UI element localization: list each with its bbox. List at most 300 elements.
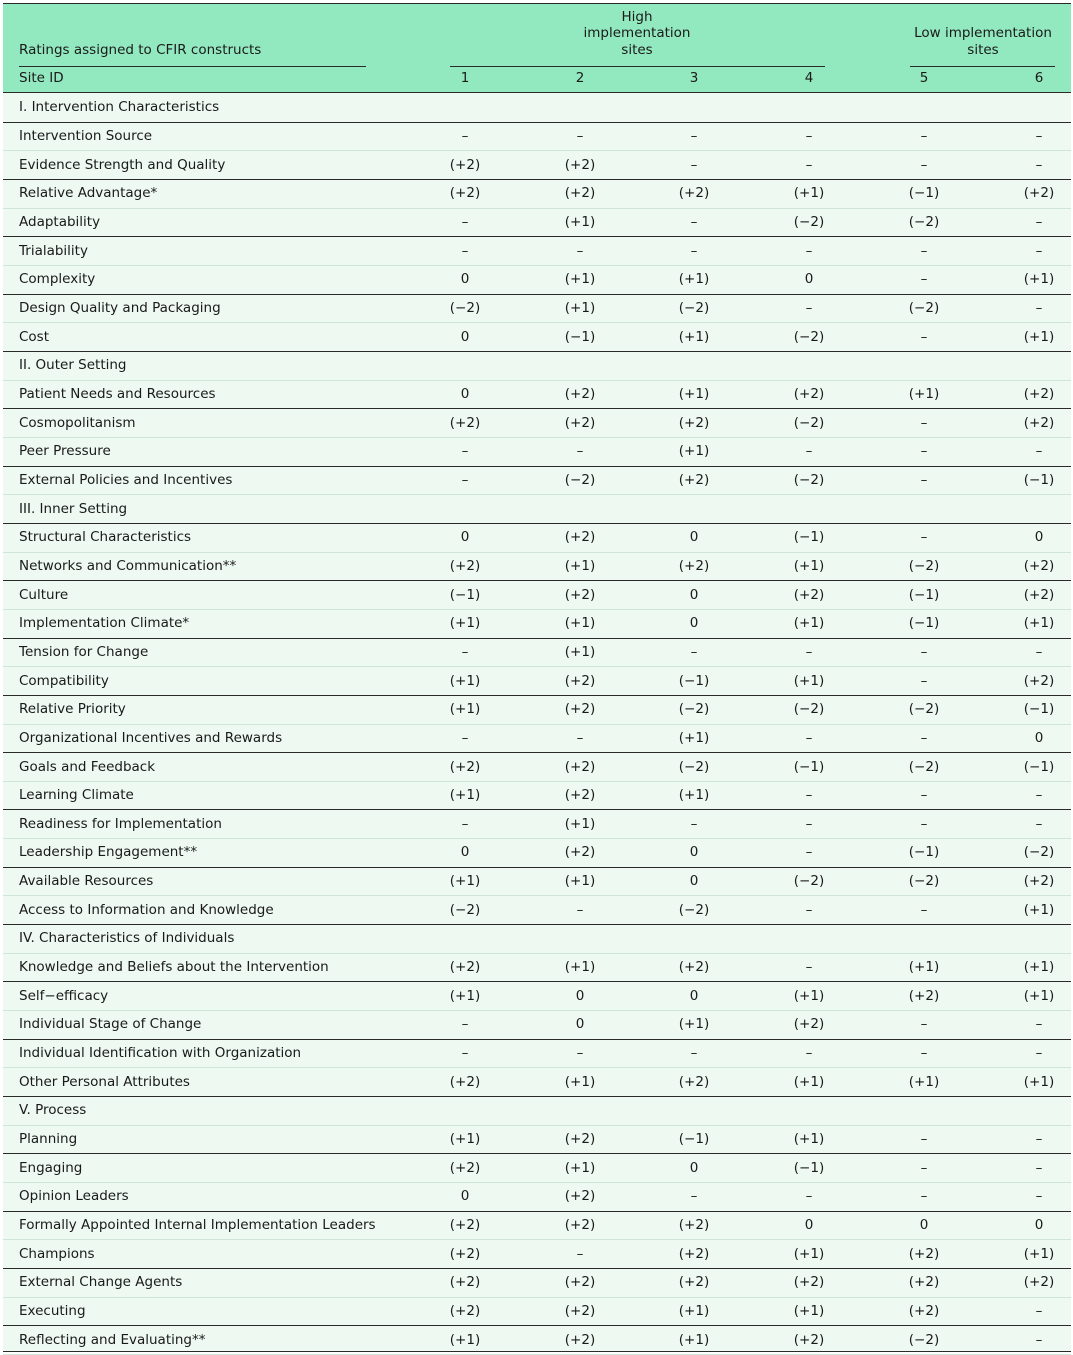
- rating-site-4: (+1): [793, 1131, 825, 1148]
- rating-site-5: (+2): [908, 1274, 940, 1291]
- rating-site-5: –: [920, 271, 928, 288]
- construct-label: Complexity: [19, 271, 96, 288]
- table-row: [3, 294, 1071, 324]
- rating-site-3: (−1): [678, 1131, 710, 1148]
- table-row: [3, 437, 1071, 467]
- site-id-1: 1: [460, 70, 470, 86]
- rating-site-6: –: [1035, 787, 1043, 804]
- rating-site-3: –: [690, 815, 698, 832]
- rating-site-2: (+1): [564, 873, 596, 890]
- rating-site-2: (+2): [564, 1303, 596, 1320]
- table-row: [3, 724, 1071, 754]
- rating-site-1: (+1): [449, 987, 481, 1004]
- rating-site-5: (+2): [908, 987, 940, 1004]
- rating-site-1: (+2): [449, 185, 481, 202]
- rating-site-2: (−2): [564, 471, 596, 488]
- construct-label: Relative Priority: [19, 701, 126, 718]
- rating-site-1: (+1): [449, 787, 481, 804]
- rating-site-4: (−2): [793, 471, 825, 488]
- rating-site-2: (+2): [564, 414, 596, 431]
- table-row: [3, 122, 1071, 152]
- rating-site-3: (+1): [678, 787, 710, 804]
- site-id-4: 4: [804, 70, 814, 86]
- rating-site-4: (+1): [793, 672, 825, 689]
- rating-site-3: 0: [689, 615, 699, 632]
- rating-site-3: (+1): [678, 1303, 710, 1320]
- rating-site-2: (+1): [564, 815, 596, 832]
- rating-site-5: (−1): [908, 586, 940, 603]
- rating-site-6: (+1): [1023, 1073, 1055, 1090]
- rating-site-4: (−2): [793, 213, 825, 230]
- rating-site-6: (+2): [1023, 414, 1055, 431]
- table-row: [3, 638, 1071, 668]
- section-heading: V. Process: [19, 1102, 87, 1119]
- rating-site-4: (+2): [793, 1274, 825, 1291]
- rating-site-5: –: [920, 901, 928, 918]
- rating-site-1: (−2): [449, 299, 481, 316]
- construct-label: Organizational Incentives and Rewards: [19, 729, 283, 746]
- rating-site-4: –: [805, 959, 813, 976]
- rating-site-5: –: [920, 1131, 928, 1148]
- rating-site-1: (+2): [449, 1217, 481, 1234]
- construct-label: Individual Stage of Change: [19, 1016, 202, 1033]
- table-row: [3, 1010, 1071, 1040]
- table-row: [3, 838, 1071, 868]
- rating-site-5: (−2): [908, 758, 940, 775]
- table-row: [3, 666, 1071, 696]
- rating-site-6: (+2): [1023, 1274, 1055, 1291]
- rating-site-5: (−2): [908, 873, 940, 890]
- table-row: [3, 1325, 1071, 1355]
- rating-site-3: 0: [689, 1159, 699, 1176]
- rating-site-3: (+1): [678, 385, 710, 402]
- rating-site-6: (+2): [1023, 873, 1055, 890]
- rating-site-6: –: [1035, 213, 1043, 230]
- rating-site-6: (+1): [1023, 901, 1055, 918]
- construct-label: Cosmopolitanism: [19, 414, 136, 431]
- rating-site-1: (+2): [449, 758, 481, 775]
- rating-site-3: (−1): [678, 672, 710, 689]
- rating-site-1: (+1): [449, 701, 481, 718]
- rating-site-5: –: [920, 328, 928, 345]
- rating-site-4: (+2): [793, 586, 825, 603]
- rating-site-2: –: [576, 242, 584, 259]
- rating-site-1: (+1): [449, 873, 481, 890]
- rating-site-1: –: [461, 127, 469, 144]
- rating-site-5: (−2): [908, 213, 940, 230]
- rating-site-1: 0: [460, 328, 470, 345]
- rating-site-2: (+2): [564, 672, 596, 689]
- rating-site-4: (−2): [793, 873, 825, 890]
- rating-site-5: (+1): [908, 959, 940, 976]
- construct-label: Individual Identification with Organization: [19, 1045, 302, 1062]
- rating-site-1: (+2): [449, 959, 481, 976]
- rating-site-3: 0: [689, 987, 699, 1004]
- construct-label: Other Personal Attributes: [19, 1073, 190, 1090]
- rating-site-3: (−2): [678, 758, 710, 775]
- rating-site-5: –: [920, 414, 928, 431]
- rating-site-4: (+1): [793, 1245, 825, 1262]
- rating-site-4: –: [805, 1045, 813, 1062]
- rating-site-3: (+1): [678, 271, 710, 288]
- rating-site-6: –: [1035, 1331, 1043, 1348]
- construct-label: Compatibility: [19, 672, 109, 689]
- rating-site-6: –: [1035, 1188, 1043, 1205]
- rating-site-5: 0: [919, 1217, 929, 1234]
- rating-site-2: (+1): [564, 271, 596, 288]
- table-row: [3, 1039, 1071, 1069]
- table-header: [3, 4, 1071, 93]
- rating-site-3: –: [690, 213, 698, 230]
- table-row: [3, 1125, 1071, 1155]
- rating-site-5: –: [920, 729, 928, 746]
- rating-site-1: (+1): [449, 672, 481, 689]
- rating-site-3: (+2): [678, 185, 710, 202]
- high-group-line-3: sites: [621, 42, 653, 58]
- rating-site-2: (+2): [564, 844, 596, 861]
- rating-site-4: (−1): [793, 529, 825, 546]
- rating-site-1: –: [461, 815, 469, 832]
- rating-site-3: (+1): [678, 1331, 710, 1348]
- rating-site-5: (−1): [908, 844, 940, 861]
- section-heading: III. Inner Setting: [19, 500, 128, 517]
- construct-label: Available Resources: [19, 873, 154, 890]
- rating-site-5: –: [920, 1016, 928, 1033]
- rating-site-2: (+1): [564, 959, 596, 976]
- section-row: [3, 924, 1071, 954]
- rating-site-4: –: [805, 299, 813, 316]
- rating-site-3: (−2): [678, 701, 710, 718]
- construct-label: Learning Climate: [19, 787, 134, 804]
- section-row: [3, 93, 1071, 123]
- rating-site-5: (+2): [908, 1245, 940, 1262]
- construct-label: Engaging: [19, 1159, 83, 1176]
- rating-site-2: (+2): [564, 1274, 596, 1291]
- rating-site-5: –: [920, 1045, 928, 1062]
- rating-site-5: –: [920, 242, 928, 259]
- rating-site-2: (+2): [564, 1331, 596, 1348]
- rating-site-1: –: [461, 729, 469, 746]
- rating-site-3: (+1): [678, 729, 710, 746]
- rating-site-5: –: [920, 1188, 928, 1205]
- rating-site-3: 0: [689, 873, 699, 890]
- rating-site-4: –: [805, 1188, 813, 1205]
- low-group-line-2: sites: [967, 42, 999, 58]
- rating-site-6: –: [1035, 242, 1043, 259]
- construct-label: Leadership Engagement**: [19, 844, 198, 861]
- table-row: [3, 236, 1071, 266]
- rating-site-2: –: [576, 1245, 584, 1262]
- rating-site-4: (−2): [793, 414, 825, 431]
- rating-site-1: (+2): [449, 1073, 481, 1090]
- rating-site-2: (+1): [564, 557, 596, 574]
- rating-site-6: –: [1035, 1159, 1043, 1176]
- table-row: [3, 981, 1071, 1011]
- construct-label: Knowledge and Beliefs about the Intervention: [19, 959, 329, 976]
- rating-site-6: 0: [1034, 729, 1044, 746]
- rating-site-5: –: [920, 529, 928, 546]
- rating-site-6: –: [1035, 1131, 1043, 1148]
- table-row: [3, 580, 1071, 610]
- rating-site-1: –: [461, 643, 469, 660]
- rating-site-3: (+2): [678, 414, 710, 431]
- rating-site-5: (−2): [908, 1331, 940, 1348]
- rating-site-2: (+1): [564, 615, 596, 632]
- rating-site-6: 0: [1034, 1217, 1044, 1234]
- rating-site-5: –: [920, 127, 928, 144]
- construct-label: Networks and Communication**: [19, 557, 237, 574]
- rating-site-6: (+2): [1023, 586, 1055, 603]
- rating-site-3: (−2): [678, 901, 710, 918]
- rating-site-3: –: [690, 156, 698, 173]
- rating-site-2: (+2): [564, 701, 596, 718]
- construct-label: Trialability: [19, 242, 88, 259]
- rating-site-5: (+1): [908, 385, 940, 402]
- low-group-underline: [910, 66, 1055, 67]
- rating-site-6: (−2): [1023, 844, 1055, 861]
- rating-site-1: (+1): [449, 615, 481, 632]
- table-row: [3, 752, 1071, 782]
- rating-site-5: (+1): [908, 1073, 940, 1090]
- rating-site-2: –: [576, 901, 584, 918]
- construct-label: Access to Information and Knowledge: [19, 901, 274, 918]
- rating-site-3: (+1): [678, 443, 710, 460]
- rating-site-3: (+2): [678, 1217, 710, 1234]
- rating-site-6: (+1): [1023, 615, 1055, 632]
- rating-site-5: (−1): [908, 185, 940, 202]
- construct-label: Formally Appointed Internal Implementation Leaders: [19, 1217, 376, 1234]
- table-row: [3, 408, 1071, 438]
- rating-site-5: (+2): [908, 1303, 940, 1320]
- site-id-5: 5: [919, 70, 929, 86]
- rating-site-6: (+2): [1023, 385, 1055, 402]
- rating-site-1: (+2): [449, 414, 481, 431]
- rating-site-6: –: [1035, 127, 1043, 144]
- rating-site-2: 0: [575, 1016, 585, 1033]
- table-row: [3, 380, 1071, 410]
- rating-site-5: (−2): [908, 701, 940, 718]
- rating-site-2: (+1): [564, 213, 596, 230]
- rating-site-2: (+2): [564, 758, 596, 775]
- rating-site-3: (+2): [678, 959, 710, 976]
- rating-site-3: (+2): [678, 1274, 710, 1291]
- rating-site-2: –: [576, 729, 584, 746]
- high-group-line-1: High: [621, 9, 653, 25]
- rating-site-2: –: [576, 127, 584, 144]
- rating-site-2: –: [576, 1045, 584, 1062]
- site-id-label: Site ID: [19, 70, 64, 86]
- construct-label: Peer Pressure: [19, 443, 111, 460]
- rating-site-3: –: [690, 1045, 698, 1062]
- rating-site-3: (+2): [678, 1073, 710, 1090]
- high-group-underline: [450, 66, 825, 67]
- rating-site-4: (−1): [793, 758, 825, 775]
- rating-site-1: (+2): [449, 1245, 481, 1262]
- rating-site-1: –: [461, 1045, 469, 1062]
- rating-site-5: (−2): [908, 557, 940, 574]
- rating-site-4: (−2): [793, 328, 825, 345]
- table-row: [3, 322, 1071, 352]
- construct-label: Intervention Source: [19, 127, 153, 144]
- rating-site-2: (+2): [564, 385, 596, 402]
- rating-site-2: –: [576, 443, 584, 460]
- construct-label: Planning: [19, 1131, 78, 1148]
- rating-site-1: (+2): [449, 156, 481, 173]
- rating-site-3: (+2): [678, 1245, 710, 1262]
- rating-site-2: (+2): [564, 586, 596, 603]
- rating-site-6: (+2): [1023, 557, 1055, 574]
- rating-site-3: –: [690, 643, 698, 660]
- rating-site-4: –: [805, 815, 813, 832]
- rating-site-6: –: [1035, 156, 1043, 173]
- rating-site-6: –: [1035, 1303, 1043, 1320]
- rating-site-2: (+1): [564, 299, 596, 316]
- rating-site-5: –: [920, 672, 928, 689]
- rating-site-1: (−1): [449, 586, 481, 603]
- section-row: [3, 494, 1071, 524]
- rating-site-1: (+2): [449, 1303, 481, 1320]
- rating-site-4: (−2): [793, 701, 825, 718]
- rating-site-2: (+2): [564, 1131, 596, 1148]
- rating-site-1: 0: [460, 844, 470, 861]
- construct-label: Relative Advantage*: [19, 185, 158, 202]
- section-row: [3, 351, 1071, 381]
- section-heading: IV. Characteristics of Individuals: [19, 930, 235, 947]
- rating-site-5: (−2): [908, 299, 940, 316]
- construct-label: Reflecting and Evaluating**: [19, 1331, 206, 1348]
- ratings-label: Ratings assigned to CFIR constructs: [19, 42, 262, 58]
- rating-site-3: (+1): [678, 1016, 710, 1033]
- rating-site-4: (+1): [793, 1303, 825, 1320]
- construct-label: External Policies and Incentives: [19, 471, 233, 488]
- table-row: [3, 552, 1071, 582]
- rating-site-6: –: [1035, 443, 1043, 460]
- rating-site-1: (+2): [449, 557, 481, 574]
- site-id-2: 2: [575, 70, 585, 86]
- rating-site-1: –: [461, 471, 469, 488]
- rating-site-5: –: [920, 443, 928, 460]
- rating-site-4: 0: [804, 271, 814, 288]
- rating-site-5: –: [920, 156, 928, 173]
- construct-label: Goals and Feedback: [19, 758, 156, 775]
- rating-site-6: (+2): [1023, 185, 1055, 202]
- construct-label: Evidence Strength and Quality: [19, 156, 226, 173]
- construct-label: Champions: [19, 1245, 95, 1262]
- construct-label: Opinion Leaders: [19, 1188, 129, 1205]
- rating-site-2: (+2): [564, 156, 596, 173]
- rating-site-6: (+1): [1023, 987, 1055, 1004]
- rating-site-2: (+1): [564, 1159, 596, 1176]
- rating-site-4: –: [805, 242, 813, 259]
- rating-site-6: (−1): [1023, 471, 1055, 488]
- construct-label: Executing: [19, 1303, 86, 1320]
- rating-site-1: 0: [460, 385, 470, 402]
- table-row: [3, 1153, 1071, 1183]
- table-row: [3, 1297, 1071, 1327]
- rating-site-6: –: [1035, 1045, 1043, 1062]
- rating-site-4: –: [805, 443, 813, 460]
- low-group-line-1: Low implementation: [914, 25, 1052, 41]
- rating-site-4: –: [805, 787, 813, 804]
- construct-label: Implementation Climate*: [19, 615, 190, 632]
- rating-site-6: (+1): [1023, 959, 1055, 976]
- rating-site-3: 0: [689, 844, 699, 861]
- construct-label: Adaptability: [19, 213, 101, 230]
- rating-site-2: (+1): [564, 1073, 596, 1090]
- rating-site-2: (+2): [564, 1217, 596, 1234]
- rating-site-1: (−2): [449, 901, 481, 918]
- rating-site-1: (+1): [449, 1131, 481, 1148]
- construct-label: Cost: [19, 328, 50, 345]
- rating-site-1: (+2): [449, 1159, 481, 1176]
- rating-site-4: (+1): [793, 987, 825, 1004]
- rating-site-2: (+2): [564, 1188, 596, 1205]
- rating-site-2: (+2): [564, 529, 596, 546]
- rating-site-2: (+1): [564, 643, 596, 660]
- table-row: [3, 810, 1071, 840]
- rating-site-6: (+1): [1023, 328, 1055, 345]
- rating-site-3: (−2): [678, 299, 710, 316]
- table-row: [3, 953, 1071, 983]
- section-heading: I. Intervention Characteristics: [19, 99, 220, 116]
- table-row: [3, 609, 1071, 639]
- rating-site-2: (+2): [564, 787, 596, 804]
- rating-site-3: 0: [689, 529, 699, 546]
- rating-site-4: –: [805, 127, 813, 144]
- table-row: [3, 867, 1071, 897]
- construct-label: External Change Agents: [19, 1274, 183, 1291]
- table-row: [3, 695, 1071, 725]
- table-row: [3, 1182, 1071, 1212]
- rating-site-6: (+1): [1023, 1245, 1055, 1262]
- rating-site-5: –: [920, 815, 928, 832]
- section-row: [3, 1096, 1071, 1126]
- rating-site-1: –: [461, 242, 469, 259]
- construct-label: Structural Characteristics: [19, 529, 192, 546]
- construct-label: Culture: [19, 586, 69, 603]
- rating-site-6: –: [1035, 1016, 1043, 1033]
- rating-site-3: –: [690, 242, 698, 259]
- table-row: [3, 1268, 1071, 1298]
- rating-site-3: (+1): [678, 328, 710, 345]
- rating-site-4: –: [805, 156, 813, 173]
- table-row: [3, 466, 1071, 496]
- rating-site-4: (+1): [793, 1073, 825, 1090]
- rating-site-6: –: [1035, 299, 1043, 316]
- table-row: [3, 895, 1071, 925]
- high-group-line-2: implementation: [583, 25, 691, 41]
- rating-site-4: (−1): [793, 1159, 825, 1176]
- rating-site-4: (+1): [793, 557, 825, 574]
- site-id-3: 3: [689, 70, 699, 86]
- rating-site-4: (+1): [793, 615, 825, 632]
- rating-site-1: (+2): [449, 1274, 481, 1291]
- table-row: [3, 523, 1071, 553]
- rating-site-3: (+2): [678, 471, 710, 488]
- rating-site-5: –: [920, 471, 928, 488]
- rating-site-2: 0: [575, 987, 585, 1004]
- rating-site-6: (−1): [1023, 758, 1055, 775]
- rating-site-5: (−1): [908, 615, 940, 632]
- table-row: [3, 1211, 1071, 1241]
- rating-site-4: (+2): [793, 1016, 825, 1033]
- rating-site-6: (+1): [1023, 271, 1055, 288]
- table-row: [3, 1239, 1071, 1269]
- rating-site-3: 0: [689, 586, 699, 603]
- rating-site-5: –: [920, 1159, 928, 1176]
- table-row: [3, 150, 1071, 180]
- rating-site-6: (+2): [1023, 672, 1055, 689]
